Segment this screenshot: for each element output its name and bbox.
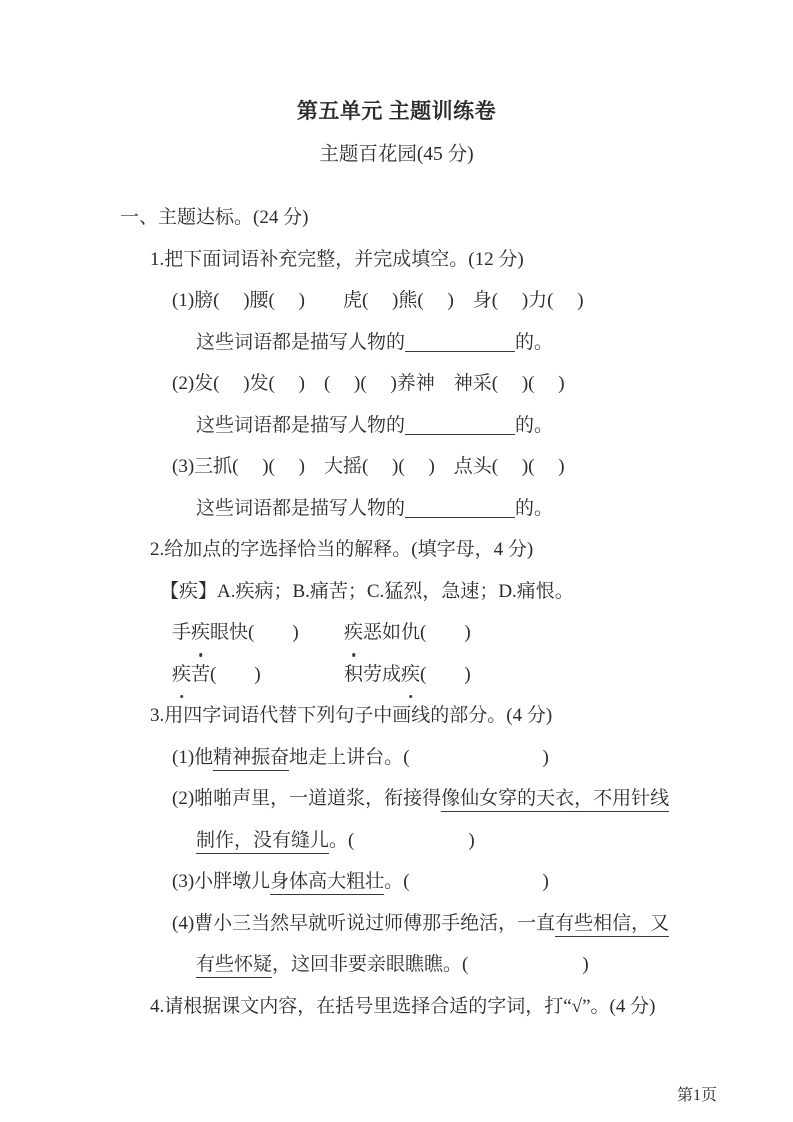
q1-item-3-fill bbox=[0, 488, 793, 530]
fill-text-post: 的。 bbox=[515, 497, 554, 519]
fill-text-post: 的。 bbox=[515, 414, 554, 436]
fill-blank bbox=[405, 422, 515, 435]
q2-word bbox=[172, 654, 344, 696]
q3-item-2-line-2 bbox=[0, 820, 793, 862]
fill-blank bbox=[405, 339, 515, 352]
q2-stem: 2.给加点的字选择恰当的解释。(填字母，4 分) bbox=[150, 539, 534, 560]
page-subtitle: 主题百花园(45 分) bbox=[319, 144, 474, 165]
dotted-char: 疾 bbox=[344, 612, 363, 654]
page-title: 第五单元 主题训练卷 bbox=[296, 99, 497, 123]
q1-item-2-words: (2)发( )发( ) ( )( )养神 神采( )( ) bbox=[172, 373, 565, 394]
q4-stem: 4.请根据课文内容，在括号里选择合适的字词，打“√”。(4 分) bbox=[150, 995, 656, 1017]
q3-stem: 3.用四字词语代替下列句子中画线的部分。(4 分) bbox=[150, 705, 553, 726]
fill-text-pre: 这些词语都是描写人物的 bbox=[196, 497, 406, 519]
underlined-phrase: 像仙女穿的天衣，不用针线 bbox=[441, 788, 669, 812]
underlined-phrase: 有些怀疑 bbox=[196, 954, 272, 978]
fill-blank bbox=[405, 505, 515, 518]
word-pre: 手 bbox=[172, 622, 192, 643]
q3-item-4-line-1 bbox=[0, 903, 793, 945]
sentence-post: 。 bbox=[384, 871, 404, 892]
dotted-char: 疾 bbox=[172, 654, 191, 696]
q2-word bbox=[344, 622, 471, 643]
q1-item-1-fill bbox=[0, 322, 793, 364]
underlined-phrase: 身体高大粗壮 bbox=[270, 871, 384, 895]
section-heading: 一、主题达标。(24 分) bbox=[120, 207, 309, 228]
sentence-pre: (2)啪啪声里，一道道浆，衔接得 bbox=[172, 788, 442, 809]
exam-body bbox=[0, 197, 793, 1027]
answer-paren: ( ) bbox=[210, 663, 261, 685]
word-pre: 积劳成 bbox=[344, 663, 402, 685]
answer-paren: ( ) bbox=[248, 622, 299, 643]
answer-paren: ( ) bbox=[462, 954, 589, 975]
underlined-phrase: 有些相信，又 bbox=[555, 913, 669, 937]
fill-text-pre: 这些词语都是描写人物的 bbox=[196, 331, 406, 353]
sentence-pre: (4)曹小三当然早就听说过师傅那手绝活，一直 bbox=[172, 912, 556, 934]
word-post: 苦 bbox=[191, 663, 211, 685]
q1-item-3-words: (3)三抓( )( ) 大摇( )( ) 点头( )( ) bbox=[172, 456, 565, 477]
q3-item-2-line-1 bbox=[0, 778, 793, 820]
q1-item-1-words: (1)膀( )腰( ) 虎( )熊( ) 身( )力( ) bbox=[172, 290, 584, 311]
q2-row-2 bbox=[0, 654, 793, 696]
q1-stem: 1.把下面词语补充完整，并完成填空。(12 分) bbox=[150, 248, 524, 270]
sentence-post: 地走上讲台。 bbox=[289, 746, 404, 768]
answer-paren: ( ) bbox=[348, 829, 475, 851]
dotted-char: 疾 bbox=[191, 612, 210, 654]
page-number: 第1页 bbox=[676, 1087, 717, 1104]
answer-paren: ( ) bbox=[403, 871, 549, 892]
word-post: 恶如仇 bbox=[363, 622, 421, 643]
sentence-pre: (1)他 bbox=[172, 746, 214, 768]
q2-word bbox=[344, 664, 471, 685]
q1-item-2-fill bbox=[0, 405, 793, 447]
underlined-phrase: 制作，没有缝儿 bbox=[196, 830, 329, 854]
q3-item-1 bbox=[0, 737, 793, 779]
dotted-char: 疾 bbox=[401, 654, 420, 696]
answer-paren: ( ) bbox=[420, 622, 471, 643]
fill-text-pre: 这些词语都是描写人物的 bbox=[196, 414, 406, 436]
sentence-post: ，这回非要亲眼瞧瞧。 bbox=[272, 954, 463, 975]
word-post: 眼快 bbox=[210, 622, 249, 643]
answer-paren: ( ) bbox=[403, 746, 549, 768]
q2-row-1 bbox=[0, 612, 793, 654]
q2-word bbox=[172, 612, 344, 654]
sentence-post: 。 bbox=[329, 829, 349, 851]
q3-item-4-line-2 bbox=[0, 944, 793, 986]
q2-gloss: 【疾】A.疾病；B.痛苦；C.猛烈，急速；D.痛恨。 bbox=[160, 580, 574, 602]
underlined-phrase: 精神振奋 bbox=[213, 747, 289, 771]
sentence-pre: (3)小胖墩儿 bbox=[172, 871, 271, 892]
q3-item-3 bbox=[0, 861, 793, 903]
answer-paren: ( ) bbox=[420, 663, 471, 685]
fill-text-post: 的。 bbox=[515, 331, 554, 353]
